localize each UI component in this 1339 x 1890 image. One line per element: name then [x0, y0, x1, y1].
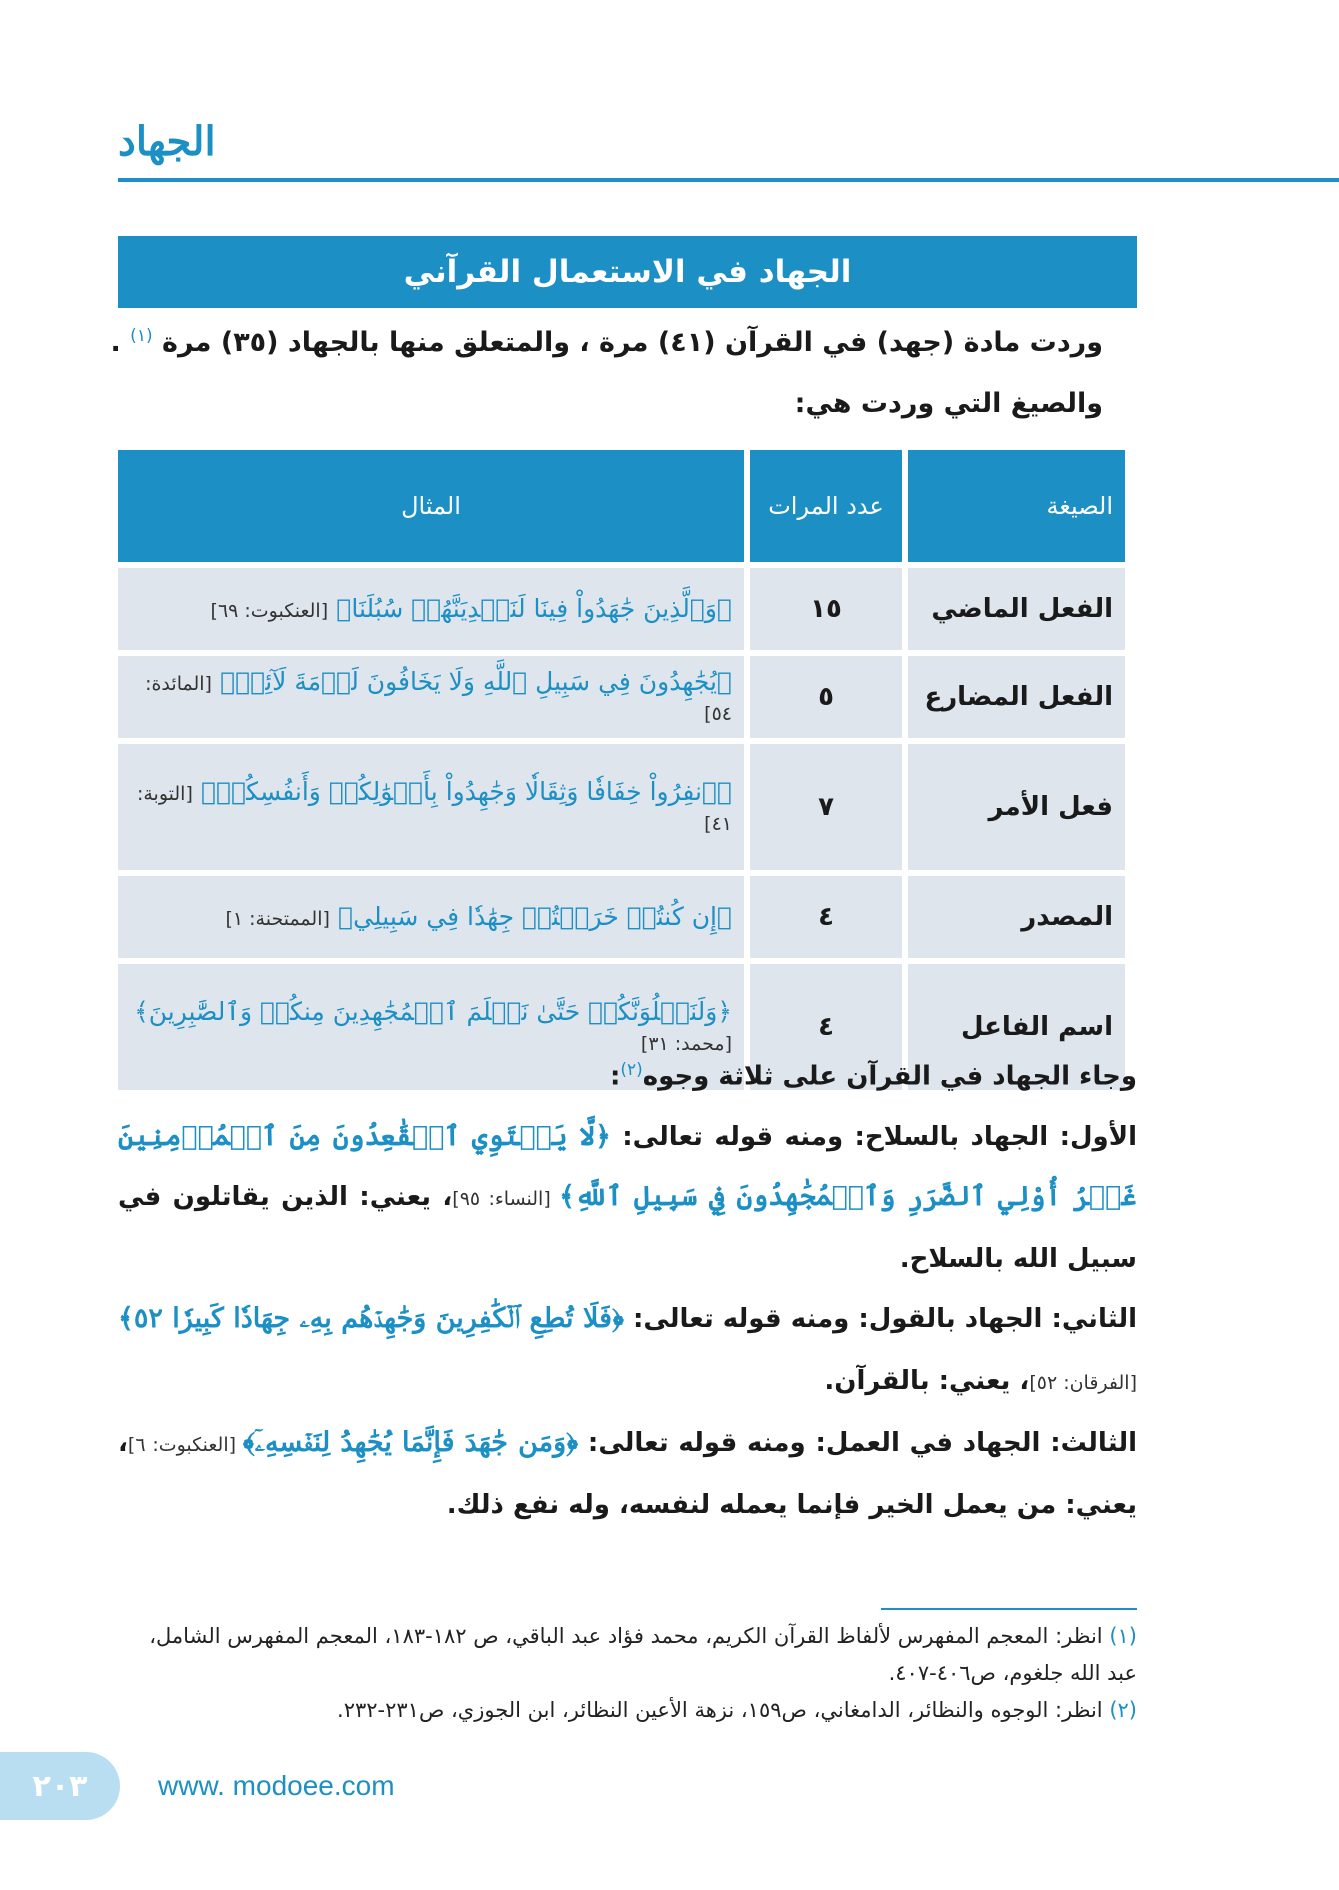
footnote-number: (٢) [1109, 1698, 1137, 1722]
intro-line1: وردت مادة (جهد) في القرآن (٤١) مرة ، والمتعلق منها بالجهاد (٣٥) مرة [162, 327, 1103, 358]
page-number-badge [0, 1752, 120, 1820]
table-row [118, 568, 1125, 650]
verse-reference: [الفرقان: ٥٢] [1029, 1371, 1137, 1394]
verse-text: ﴿ٱنفِرُواْ خِفَافٗا وَثِقَالٗا وَجَٰهِدُواْ بِأَمۡوَٰلِكُمۡ وَأَنفُسِكُمۡ﴾ [201, 777, 732, 806]
footnotes [118, 1618, 1137, 1729]
form-cell: المصدر [908, 876, 1125, 958]
verse-reference: [العنكبوت: ٦٩] [210, 600, 329, 622]
example-cell [118, 656, 744, 738]
verse-text: ﴿يُجَٰهِدُونَ فِي سَبِيلِ ٱللَّهِ وَلَا يَخَافُونَ لَوۡمَةَ لَآئِمٖ﴾ [220, 667, 732, 696]
footnote-ref-1[interactable]: (١) [130, 326, 153, 346]
header-count: عدد المرات [750, 450, 902, 562]
verse-text: ﴿إِن كُنتُمۡ خَرَجۡتُمۡ جِهَٰدٗا فِي سَبِيلِي﴾ [338, 902, 732, 931]
count-cell: ٤ [750, 964, 902, 1090]
verse-reference: [النساء: ٩٥] [452, 1187, 560, 1210]
verse-reference: [العنكبوت: ٦] [127, 1433, 243, 1456]
intro-line2: والصيغ التي وردت هي: [794, 388, 1103, 419]
verse-reference: [الممتحنة: ١] [225, 908, 330, 930]
meanings-section [118, 1040, 1137, 1535]
footnote-text: انظر: الوجوه والنظائر، الدامغاني، ص١٥٩، نزهة الأعين النظائر، ابن الجوزي، ص٢٣١-٢٣٢. [337, 1698, 1110, 1722]
footnote-ref-2[interactable]: (٢) [620, 1060, 643, 1080]
running-header-title: الجهاد [118, 118, 216, 165]
verse-reference: [المائدة: ٥٤] [145, 673, 732, 725]
verb-forms-table [112, 444, 1131, 1096]
verse-text: ﴿فَلَا تُطِعِ ٱلۡكَٰفِرِينَ وَجَٰهِدۡهُم بِهِۦ جِهَادٗا كَبِيرٗا ٥٢﴾ [118, 1302, 624, 1334]
header-form: الصيغة [908, 450, 1125, 562]
example-cell [118, 876, 744, 958]
page-number: ٢٠٣ [32, 1768, 88, 1804]
form-cell: الفعل الماضي [908, 568, 1125, 650]
section-title: الجهاد في الاستعمال القرآني [403, 254, 852, 290]
verse-reference: [محمد: ٣١] [640, 1033, 732, 1055]
footnote-1 [118, 1618, 1137, 1692]
header-rule [118, 178, 1339, 182]
footnote-separator [881, 1608, 1137, 1610]
form-cell: فعل الأمر [908, 744, 1125, 870]
footnote-text: انظر: المعجم المفهرس لألفاظ القرآن الكريم، محمد فؤاد عبد الباقي، ص ١٨٢-١٨٣، المعجم المفهرس الشامل، عبد الله جلغوم، ص٤٠٦-٤٠٧. [149, 1624, 1137, 1685]
verse-text: ﴿وَمَن جَٰهَدَ فَإِنَّمَا يُجَٰهِدُ لِنَفۡسِهِۦٓ﴾ [242, 1426, 579, 1458]
count-cell: ٧ [750, 744, 902, 870]
form-cell: اسم الفاعل [908, 964, 1125, 1090]
verse-reference: [التوبة: ٤١] [136, 783, 732, 835]
intro-paragraph [111, 326, 1104, 358]
section-title-banner [118, 236, 1137, 308]
website-link[interactable]: www. modoee.com [158, 1770, 395, 1801]
footnote-number: (١) [1109, 1624, 1137, 1648]
header-example: المثال [118, 450, 744, 562]
footnote-2 [118, 1692, 1137, 1729]
form-cell: الفعل المضارع [908, 656, 1125, 738]
count-cell: ٤ [750, 876, 902, 958]
example-cell [118, 744, 744, 870]
meaning-third: الثالث: الجهاد في العمل: ومنه قوله تعالى: ﴿وَمَن جَٰهَدَ فَإِنَّمَا يُجَٰهِدُ لِنَفۡسِهِۦٓ﴾ [العنكبوت: ٦]، يعني: من يعمل الخير فإنما يعمله لنفسه، وله نفع ذلك. [118, 1426, 1137, 1520]
table-row [118, 876, 1125, 958]
meanings-intro: وجاء الجهاد في القرآن على ثلاثة وجوه$^{(٢)}$: [609, 1060, 1137, 1092]
meaning-second: الثاني: الجهاد بالقول: ومنه قوله تعالى: ﴿فَلَا تُطِعِ ٱلۡكَٰفِرِينَ وَجَٰهِدۡهُم بِهِۦ جِهَادٗا كَبِيرٗا ٥٢﴾ [الفرقان: ٥٢]، يعني: بالقرآن. [118, 1302, 1137, 1396]
table-header-row [118, 450, 1125, 562]
verse-text: ﴿لَّا يَسۡتَوِي ٱلۡقَٰعِدُونَ مِنَ ٱلۡمُؤۡمِنِينَ غَيۡرُ أُوْلِي ٱلضَّرَرِ وَٱلۡمُجَٰهِدُونَ فِي سَبِيلِ ٱللَّهِ﴾ [118, 1120, 1137, 1212]
verse-text: ﴿وَٱلَّذِينَ جَٰهَدُواْ فِينَا لَنَهۡدِيَنَّهُمۡ سُبُلَنَا﴾ [336, 594, 732, 623]
count-cell: ٥ [750, 656, 902, 738]
count-cell: ١٥ [750, 568, 902, 650]
table-row [118, 744, 1125, 870]
verse-text: ﴿وَلَنَبۡلُوَنَّكُمۡ حَتَّىٰ نَعۡلَمَ ٱلۡمُجَٰهِدِينَ مِنكُمۡ وَٱلصَّٰبِرِينَ﴾ [134, 997, 732, 1026]
intro-line1-end: . [110, 327, 121, 358]
example-cell [118, 568, 744, 650]
table-row [118, 656, 1125, 738]
meaning-first: الأول: الجهاد بالسلاح: ومنه قوله تعالى: ﴿لَّا يَسۡتَوِي ٱلۡقَٰعِدُونَ مِنَ ٱلۡمُؤۡمِنِينَ غَيۡرُ أُوْلِي ٱلضَّرَرِ وَٱلۡمُجَٰهِدُونَ فِي سَبِيلِ ٱللَّهِ﴾ [النساء: ٩٥]، يعني: الذين يقاتلون في سبيل الله بالسلاح. [118, 1120, 1137, 1274]
